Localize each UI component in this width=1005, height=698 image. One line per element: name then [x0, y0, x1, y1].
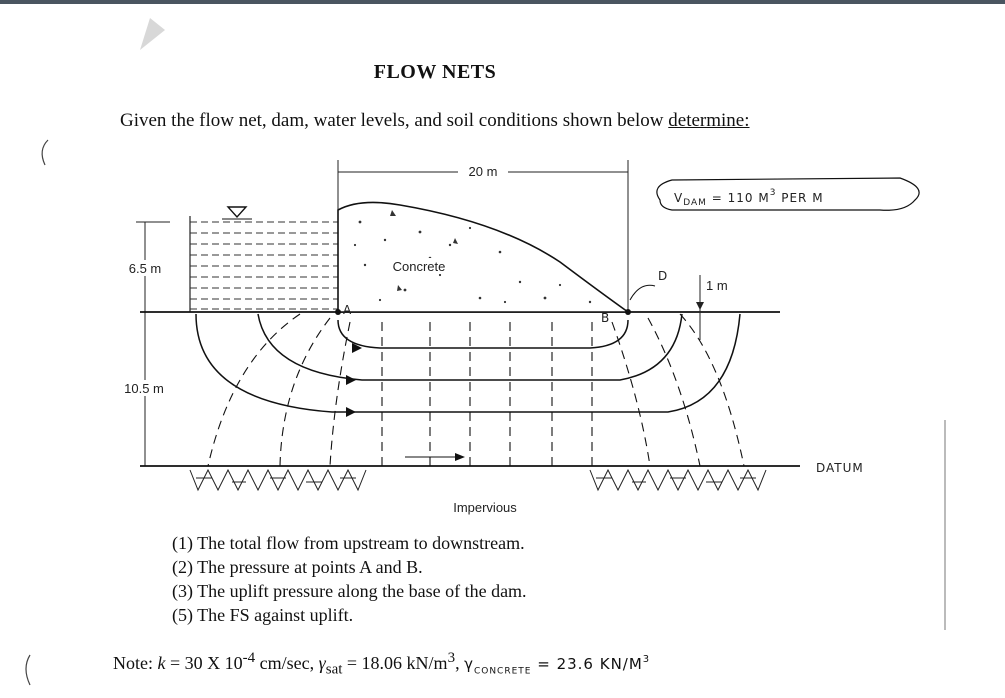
volume-note-sub: DAM: [683, 198, 707, 208]
note-gamma-sub: sat: [325, 661, 343, 678]
impervious-hatch-left: [190, 470, 366, 490]
concrete-dam: [338, 202, 628, 312]
datum-label: DATUM: [816, 461, 864, 475]
question-item: (1) The total flow from upstream to downstream.: [172, 533, 525, 553]
volume-note-tail: PER M: [776, 191, 824, 205]
point-d-label: D: [658, 269, 669, 283]
note-conc-value: = 23.6 KN/M: [531, 655, 643, 673]
width-label: 20 m: [468, 164, 498, 179]
note-conc-exp: 3: [642, 654, 651, 665]
point-d-leader: [630, 285, 655, 300]
upstream-water: [190, 222, 338, 309]
tailwater-arrow-icon: [696, 302, 704, 310]
upstream-depth-label: 6.5 m: [128, 261, 162, 276]
note-k-symbol: k: [157, 653, 166, 673]
question-item: (5) The FS against uplift.: [172, 605, 354, 625]
note-k-exp: -4: [242, 650, 256, 666]
volume-note-sup: 3: [769, 188, 777, 198]
point-a-label: A: [343, 303, 353, 317]
point-b-label: B: [601, 311, 611, 325]
note-gamma-value: = 18.06 kN/m: [342, 653, 448, 673]
dam-label: Concrete: [392, 259, 446, 274]
volume-note-rest: = 110 M: [706, 191, 770, 205]
soil-depth-label: 10.5 m: [124, 381, 164, 396]
scan-mark-left: [42, 140, 48, 165]
question-list: [172, 531, 527, 627]
impervious-label: Impervious: [453, 500, 517, 515]
scan-smudge: [140, 18, 165, 50]
note-k-value: = 30 X 10: [165, 653, 243, 673]
water-level-triangle-icon: [228, 207, 246, 217]
volume-note: [674, 188, 824, 208]
equipotential-lines: [208, 314, 744, 466]
point-b-marker: [625, 309, 631, 315]
note-k-unit: cm/sec,: [255, 653, 319, 673]
point-a-marker: [335, 309, 341, 315]
flow-lines: [196, 314, 740, 412]
page-title: FLOW NETS: [373, 61, 497, 83]
volume-note-v: V: [674, 191, 684, 205]
impervious-hatch-right: [590, 470, 766, 490]
datum-flow-arrow-icon: [455, 453, 465, 461]
note-gamma-sep: ,: [455, 653, 465, 673]
note-gamma-exp: 3: [447, 650, 456, 666]
intro-main: Given the flow net, dam, water levels, and soil conditions shown below: [120, 110, 669, 131]
note-prefix: Note:: [113, 653, 158, 673]
note-conc-sub: CONCRETE: [473, 666, 532, 677]
tailwater-label: 1 m: [706, 278, 728, 293]
question-item: (3) The uplift pressure along the base of the dam.: [172, 581, 527, 601]
note-conc-symbol: γ: [464, 655, 474, 673]
note-gamma-symbol: γ: [318, 653, 326, 673]
question-item: (2) The pressure at points A and B.: [172, 557, 423, 577]
scan-mark-bottom: [26, 655, 30, 685]
note-line: [113, 650, 650, 679]
intro-determine: determine:: [668, 110, 750, 131]
